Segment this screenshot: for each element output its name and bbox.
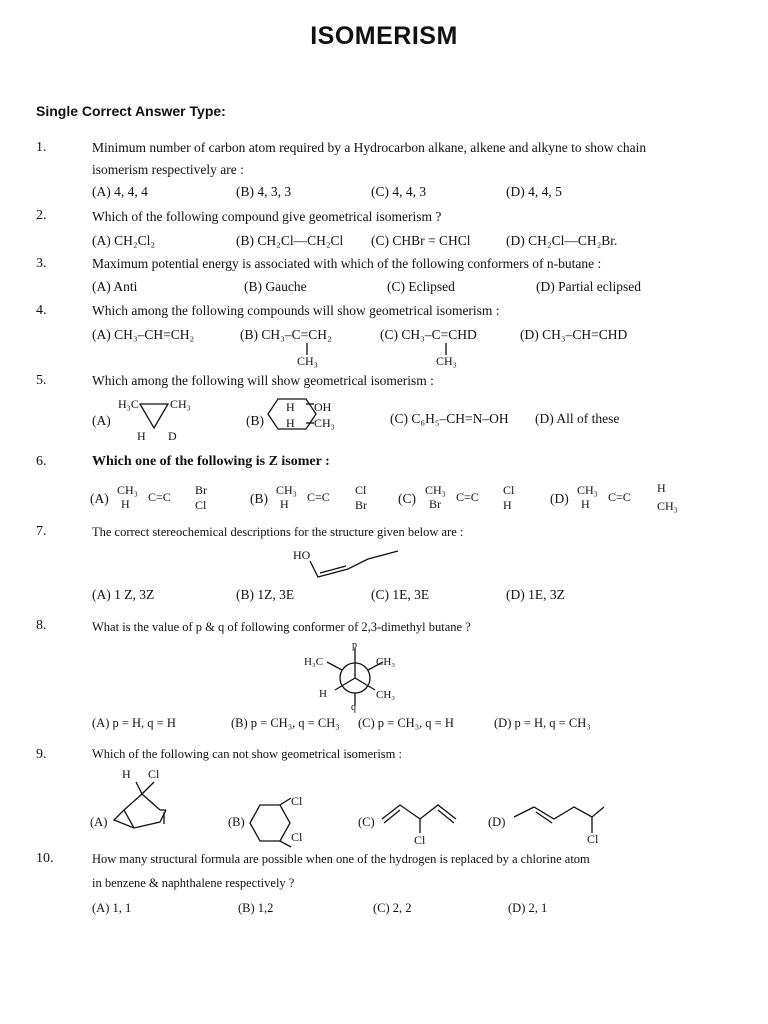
- atom-label: CH₃: [170, 397, 191, 411]
- question-text: Which of the following compound give geometrical isomerism ?: [92, 209, 442, 224]
- atom-label: H: [286, 416, 295, 430]
- option-b: (B) Gauche: [244, 279, 307, 294]
- option-b: (B) CH₂Cl—CH₂Cl: [236, 233, 344, 248]
- question-text: Which among the following compounds will show geometrical isomerism :: [92, 303, 500, 318]
- atom-label: Cl: [587, 832, 599, 846]
- option-d: (D) p = H, q = CH₃: [494, 716, 591, 730]
- option-a: (A) 1, 1: [92, 901, 132, 915]
- option-b: (B): [246, 413, 264, 428]
- option-a: (A) Anti: [92, 279, 138, 294]
- atom-label: H: [581, 497, 590, 511]
- atom-label: Cl: [503, 483, 515, 497]
- atom-label: CH₃: [577, 483, 598, 497]
- option-b: (B): [228, 815, 245, 829]
- option-a: (A) p = H, q = H: [92, 716, 176, 730]
- question-text: Minimum number of carbon atom required by a Hydrocarbon alkane, alkene and alkyne to show chain: [92, 140, 647, 155]
- atom-label: C=C: [148, 490, 171, 504]
- question-text-cont: isomerism respectively are :: [92, 162, 244, 177]
- option-c: (C): [358, 815, 375, 829]
- atom-label: Cl: [195, 498, 207, 512]
- atom-label: q: [351, 702, 356, 713]
- atom-label: OH: [314, 400, 332, 414]
- question-text: What is the value of p & q of following conformer of 2,3-dimethyl butane ?: [92, 620, 471, 634]
- question-text: Which of the following can not show geometrical isomerism :: [92, 747, 402, 761]
- page-title: ISOMERISM: [310, 22, 458, 50]
- atom-label: H: [137, 429, 146, 443]
- question-number: 9.: [36, 747, 47, 762]
- atom-label: H: [121, 497, 130, 511]
- question-number: 2.: [36, 208, 47, 223]
- bicyclic-structure: [112, 780, 182, 840]
- atom-label: H: [122, 767, 131, 781]
- question-number: 8.: [36, 618, 47, 633]
- atom-label: CH₃: [314, 416, 335, 430]
- option-d: (D) Partial eclipsed: [536, 279, 641, 294]
- atom-label: Cl: [414, 833, 426, 847]
- atom-label: Cl: [148, 767, 160, 781]
- question-text: Which among the following will show geometrical isomerism :: [92, 373, 434, 388]
- option-c: (C) 2, 2: [373, 901, 412, 915]
- option-c: (C) p = CH₃, q = H: [358, 716, 454, 730]
- option-b: (B) 4, 3, 3: [236, 184, 292, 199]
- option-c: (C) CHBr = CHCl: [371, 233, 471, 248]
- option-d: (D) All of these: [535, 411, 620, 426]
- option-b: (B) CH₃–C=CH₂: [240, 327, 332, 342]
- atom-label: CH₃: [425, 483, 446, 497]
- substituent-label: CH₃: [297, 354, 318, 368]
- atom-label: Cl: [291, 794, 303, 808]
- atom-label: C=C: [608, 490, 631, 504]
- atom-label: p: [352, 640, 357, 651]
- option-d: (D) 1E, 3Z: [506, 587, 565, 602]
- option-d: (D): [550, 491, 569, 506]
- option-d: (D): [488, 815, 506, 829]
- atom-label: H: [319, 688, 327, 700]
- atom-label: CH₃: [657, 499, 678, 513]
- atom-label: Br: [195, 483, 207, 497]
- atom-label: Br: [355, 498, 367, 512]
- option-a: (A) CH₃–CH=CH₂: [92, 327, 195, 342]
- atom-label: C=C: [456, 490, 479, 504]
- atom-label: CH₃: [376, 689, 396, 701]
- option-a: (A) 1 Z, 3Z: [92, 587, 155, 602]
- atom-label: Br: [429, 497, 441, 511]
- atom-label: CH₃: [376, 656, 396, 668]
- atom-label: D: [168, 429, 177, 443]
- atom-label: H: [503, 498, 512, 512]
- atom-label: H: [280, 497, 289, 511]
- atom-label: H₃C: [304, 656, 324, 668]
- question-number: 10.: [36, 851, 54, 866]
- atom-label: H: [286, 400, 295, 414]
- question-text: How many structural formula are possible when one of the hydrogen is replaced by a chlorine atom: [92, 852, 590, 866]
- question-text: Which one of the following is Z isomer :: [92, 454, 330, 469]
- option-b: (B) 1,2: [238, 901, 274, 915]
- option-a: (A): [90, 491, 109, 506]
- option-b: (B) p = CH₃, q = CH₃: [231, 716, 340, 730]
- atom-label: H: [657, 481, 666, 495]
- atom-label: Cl: [355, 483, 367, 497]
- option-a: (A) CH₂Cl₂: [92, 233, 156, 248]
- option-a: (A) 4, 4, 4: [92, 184, 148, 199]
- diene-structure: [300, 545, 440, 585]
- substituent-label: CH₃: [436, 354, 457, 368]
- question-text: Maximum potential energy is associated with which of the following conformers of n-butane :: [92, 256, 602, 271]
- atom-label: C=C: [307, 490, 330, 504]
- option-d: (D) CH₃–CH=CHD: [520, 327, 628, 342]
- atom-label: H₃C: [118, 397, 139, 411]
- question-number: 7.: [36, 524, 47, 539]
- atom-label: CH₃: [276, 483, 297, 497]
- option-a: (A): [90, 815, 108, 829]
- option-c: (C) C₆H₅–CH=N–OH: [390, 411, 509, 426]
- option-b: (B): [250, 491, 268, 506]
- atom-label: Cl: [291, 830, 303, 844]
- question-number: 6.: [36, 454, 47, 469]
- option-c: (C) 4, 4, 3: [371, 184, 427, 199]
- question-text-cont: in benzene & naphthalene respectively ?: [92, 876, 295, 890]
- option-d: (D) 2, 1: [508, 901, 548, 915]
- cyclohexane-structure: [268, 396, 348, 444]
- option-c: (C) CH₃–C=CHD: [380, 327, 477, 342]
- option-c: (C) Eclipsed: [387, 279, 455, 294]
- option-c: (C): [398, 491, 416, 506]
- section-heading: Single Correct Answer Type:: [36, 103, 226, 119]
- question-number: 4.: [36, 303, 47, 318]
- option-d: (D) 4, 4, 5: [506, 184, 562, 199]
- atom-label: HO: [293, 548, 311, 562]
- question-number: 3.: [36, 256, 47, 271]
- atom-label: CH₃: [117, 483, 138, 497]
- option-d: (D) CH₂Cl—CH₂Br.: [506, 233, 618, 248]
- option-b: (B) 1Z, 3E: [236, 587, 295, 602]
- question-number: 1.: [36, 140, 47, 155]
- option-a: (A): [92, 413, 111, 428]
- option-c: (C) 1E, 3E: [371, 587, 430, 602]
- question-number: 5.: [36, 373, 47, 388]
- question-text: The correct stereochemical descriptions for the structure given below are :: [92, 525, 464, 539]
